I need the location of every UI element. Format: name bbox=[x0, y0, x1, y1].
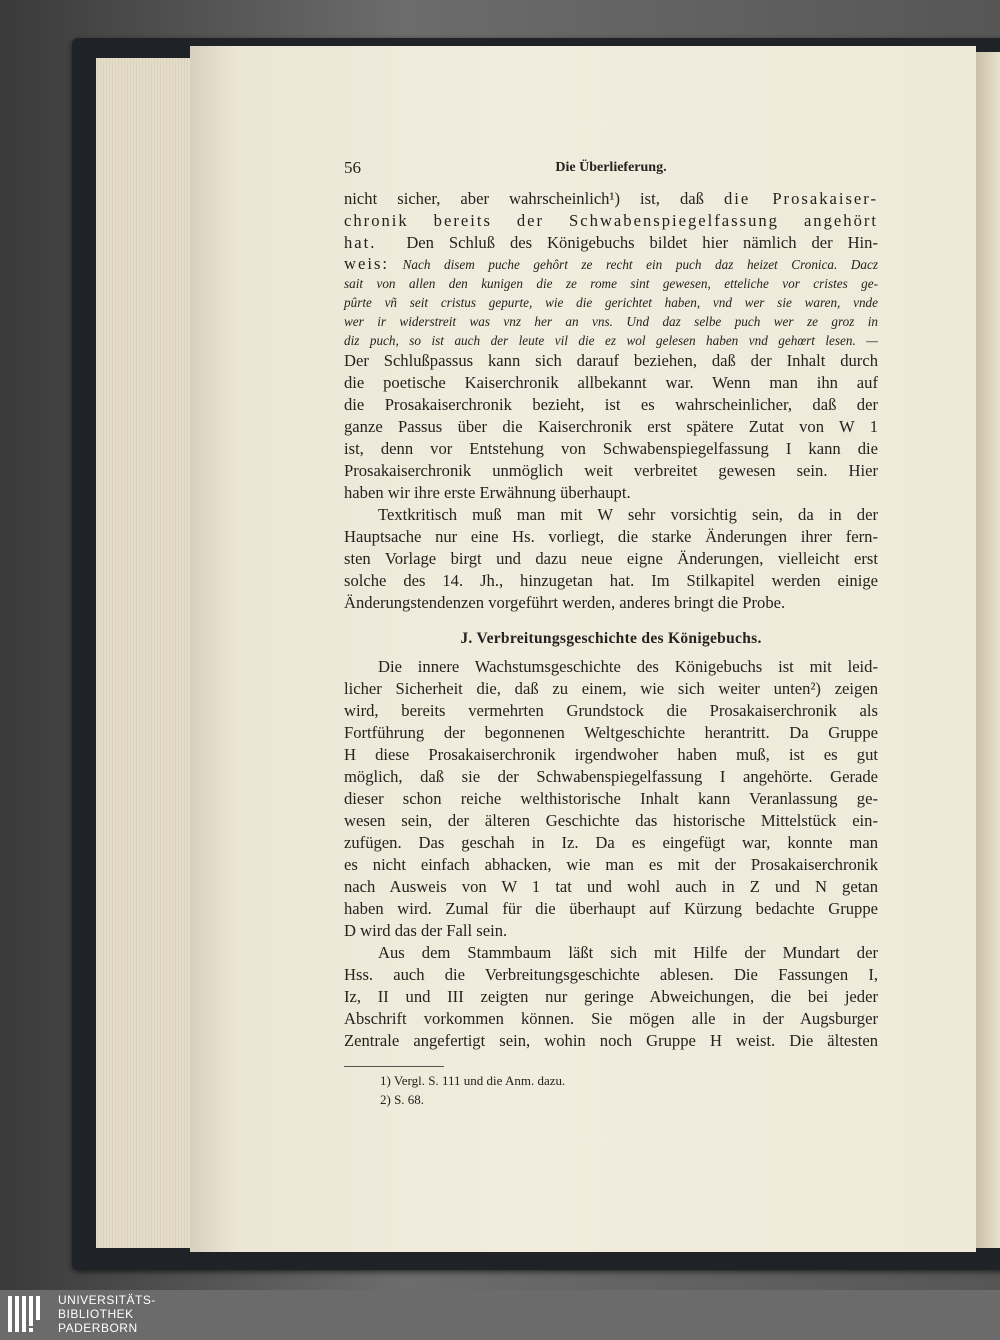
footnote-1: 1) Vergl. S. 111 und die Anm. dazu. bbox=[380, 1073, 566, 1088]
text-line: haben wir ihre erste Erwähnung überhaupt. bbox=[344, 483, 631, 502]
paragraph-2 bbox=[344, 504, 878, 614]
text-line: Fortführung der begonnenen Weltgeschichte herantritt. Da Gruppe bbox=[344, 723, 878, 742]
library-logo-icon bbox=[6, 1294, 48, 1334]
running-title: Die Überlieferung. bbox=[555, 160, 667, 175]
quote-line: sait von allen den kunigen die ze rome sint gewesen, etteliche vor cristes ge- bbox=[344, 276, 878, 291]
library-logo-text bbox=[58, 1293, 156, 1335]
text-line: D wird das der Fall sein. bbox=[344, 921, 508, 940]
quote-line: diz puch, so ist auch der leute vil die ez wol gelesen haben vnd gehœrt lesen. — bbox=[344, 333, 878, 348]
text-line: Iz, II und III zeigten nur geringe Abweichungen, die bei jeder bbox=[344, 987, 878, 1006]
text-line: licher Sicherheit die, daß zu einem, wie sich weiter unten²) zeigen bbox=[344, 679, 878, 698]
text-line: die poetische Kaiserchronik allbekannt war. Wenn man ihn auf bbox=[344, 373, 878, 392]
footnote-2: 2) S. 68. bbox=[380, 1092, 425, 1107]
text-line: chronik bereits der Schwabenspiegelfassung angehört bbox=[344, 211, 878, 230]
logo-line-2: BIBLIOTHEK bbox=[58, 1307, 134, 1321]
logo-line-3: PADERBORN bbox=[58, 1321, 138, 1335]
text-line: Zentrale angefertigt sein, wohin noch Gruppe H weist. Die ältesten bbox=[344, 1031, 878, 1050]
section-heading: J. Verbreitungsgeschichte des Königebuchs. bbox=[460, 630, 762, 647]
footnote-rule bbox=[344, 1066, 444, 1067]
text-line: Die innere Wachstumsgeschichte des Königebuchs ist mit leid- bbox=[378, 657, 878, 676]
paragraph-3 bbox=[344, 656, 878, 942]
text-line: Abschrift vorkommen können. Sie mögen alle in der Augsburger bbox=[344, 1009, 878, 1028]
paragraph-4 bbox=[344, 942, 878, 1052]
text-line: dieser schon reiche welthistorische Inhalt kann Veranlassung ge- bbox=[344, 789, 878, 808]
page-header bbox=[344, 158, 878, 188]
text-line: die Prosakaiserchronik bezieht, ist es wahrscheinlicher, daß der bbox=[344, 395, 878, 414]
text-line: weis: Nach disem puche gehôrt ze recht ein puch daz heizet Cronica. Dacz bbox=[344, 254, 878, 273]
text-line: Der Schlußpassus kann sich darauf beziehen, daß der Inhalt durch bbox=[344, 351, 878, 370]
text-line: sten Vorlage birgt und dazu neue eigne Änderungen, vielleicht erst bbox=[344, 549, 878, 568]
text-line: Prosakaiserchronik unmöglich weit verbreitet gewesen sein. Hier bbox=[344, 461, 878, 480]
page-stack-edges bbox=[96, 58, 193, 1248]
text-line: nicht sicher, aber wahrscheinlich¹) ist, daß die Prosakaiser- bbox=[344, 189, 879, 208]
quote-line: wer ir widerstreit was vnz her an vns. Und daz selbe puch wer ze groz in bbox=[344, 314, 878, 329]
text-line: ganze Passus über die Kaiserchronik erst spätere Zutat von W 1 bbox=[344, 417, 878, 436]
text-line: Aus dem Stammbaum läßt sich mit Hilfe der Mundart der bbox=[378, 943, 878, 962]
text-line: H diese Prosakaiserchronik irgendwoher haben muß, ist es gut bbox=[344, 745, 878, 764]
text-line: wesen sein, der älteren Geschichte das historische Mittelstück ein- bbox=[344, 811, 878, 830]
text-line: Änderungstendenzen vorgeführt werden, anderes bringt die Probe. bbox=[344, 593, 786, 612]
text-line: zufügen. Das geschah in Iz. Da es eingefügt war, konnte man bbox=[344, 833, 878, 852]
page-number: 56 bbox=[344, 158, 361, 177]
paragraph-1 bbox=[344, 188, 878, 504]
text-line: hat. Den Schluß des Königebuchs bildet hier nämlich der Hin- bbox=[344, 233, 878, 252]
text-line: möglich, daß sie der Schwabenspiegelfassung I angehörte. Gerade bbox=[344, 767, 878, 786]
facing-page-edge bbox=[976, 52, 1000, 1248]
text-line: wird, bereits vermehrten Grundstock die Prosakaiserchronik als bbox=[344, 701, 878, 720]
logo-line-1: UNIVERSITÄTS- bbox=[58, 1293, 156, 1307]
text-line: solche des 14. Jh., hinzugetan hat. Im Stilkapitel werden einige bbox=[344, 571, 878, 590]
quote-line: pûrte vñ seit cristus gepurte, wie die gerichtet haben, vnd wer sie waren, vnde bbox=[344, 295, 878, 310]
text-line: Hss. auch die Verbreitungsgeschichte ablesen. Die Fassungen I, bbox=[344, 965, 878, 984]
text-line: nach Ausweis von W 1 tat und wohl auch in Z und N getan bbox=[344, 877, 878, 896]
text-line: Hauptsache nur eine Hs. vorliegt, die starke Änderungen ihrer fern- bbox=[344, 527, 878, 546]
library-logo-bar bbox=[0, 1290, 1000, 1340]
page-text bbox=[344, 158, 878, 1109]
text-line: haben wird. Zumal für die überhaupt auf Kürzung bedachte Gruppe bbox=[344, 899, 878, 918]
text-line: Textkritisch muß man mit W sehr vorsichtig sein, da in der bbox=[378, 505, 878, 524]
text-line: ist, denn vor Entstehung von Schwabenspiegelfassung I kann die bbox=[344, 439, 878, 458]
text-line: es nicht einfach abhacken, wie man es mit der Prosakaiserchronik bbox=[344, 855, 878, 874]
